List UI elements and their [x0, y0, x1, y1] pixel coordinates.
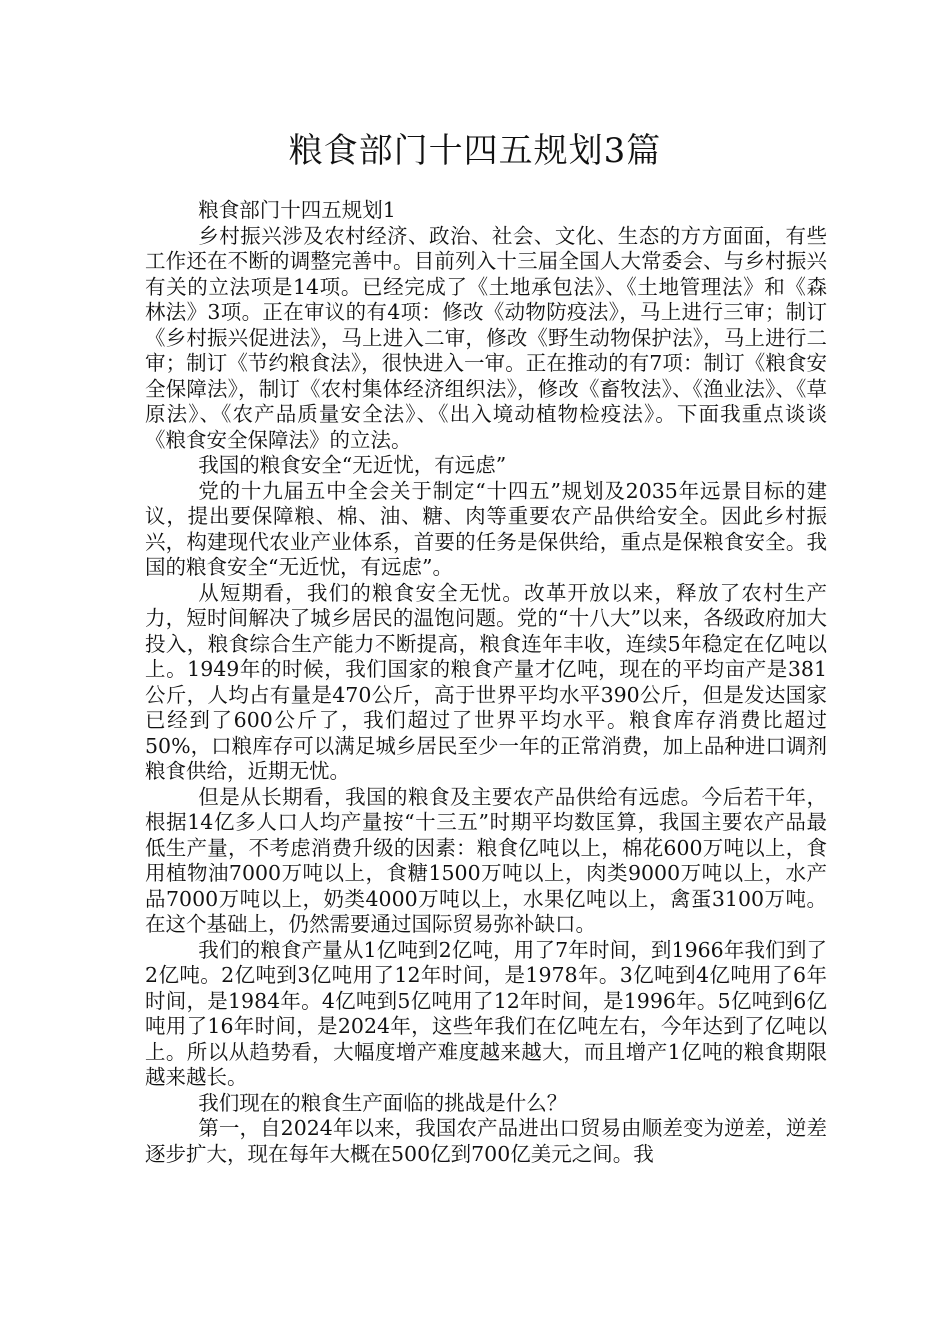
document-body: [145, 198, 827, 1167]
body-paragraph: 但是从长期看，我国的粮食及主要农产品供给有远虑。今后若干年，根据14亿多人口人均产量按“十三五”时期平均数匡算，我国主要农产品最低生产量，不考虑消费升级的因素：粮食亿吨以上，棉花600万吨以上，食用植物油7000万吨以上，食糖1500万吨以上，肉类9000万吨以上，水产品7000万吨以上，奶类4000万吨以上，水果亿吨以上，禽蛋3100万吨。在这个基础上，仍然需要通过国际贸易弥补缺口。: [145, 784, 827, 936]
document-title: 粮食部门十四五规划3篇: [288, 131, 662, 171]
body-paragraph: 我们的粮食产量从1亿吨到2亿吨，用了7年时间，到1966年我们到了2亿吨。2亿吨到3亿吨用了12年时间，是1978年。3亿吨到4亿吨用了6年时间，是1984年。4亿吨到5亿吨用了12年时间，是1996年。5亿吨到6亿吨用了16年时间，是2024年，这些年我们在亿吨左右，今年达到了亿吨以上。所以从趋势看，大幅度增产难度越来越大，而且增产1亿吨的粮食期限越来越长。: [145, 937, 827, 1089]
section-heading: 我们现在的粮食生产面临的挑战是什么？: [198, 1090, 568, 1115]
body-paragraph: 从短期看，我们的粮食安全无忧。改革开放以来，释放了农村生产力，短时间解决了城乡居民的温饱问题。党的“十八大”以来，各级政府加大投入，粮食综合生产能力不断提高，粮食连年丰收，连续5年稳定在亿吨以上。1949年的时候，我们国家的粮食产量才亿吨，现在的平均亩产是381公斤，人均占有量是470公斤，高于世界平均水平390公斤，但是发达国家已经到了600公斤了，我们超过了世界平均水平。粮食库存消费比超过50%，口粮库存可以满足城乡居民至少一年的正常消费，加上品种进口调剂粮食供给，近期无忧。: [145, 580, 827, 783]
section-heading: 粮食部门十四五规划1: [198, 198, 396, 222]
section-heading: 我国的粮食安全“无近忧，有远虑”: [198, 453, 507, 477]
body-paragraph: 第一，自2024年以来，我国农产品进出口贸易由顺差变为逆差，逆差逐步扩大，现在每年大概在500亿到700亿美元之间。我: [145, 1116, 827, 1166]
body-paragraph: 乡村振兴涉及农村经济、政治、社会、文化、生态的方方面面，有些工作还在不断的调整完善中。目前列入十三届全国人大常委会、与乡村振兴有关的立法项是14项。已经完成了《土地承包法》、《土地管理法》和《森林法》3项。正在审议的有4项：修改《动物防疫法》，马上进行三审；制订《乡村振兴促进法》，马上进入二审，修改《野生动物保护法》，马上进行二审；制订《节约粮食法》，很快进入一审。正在推动的有7项：制订《粮食安全保障法》，制订《农村集体经济组织法》，修改《畜牧法》、《渔业法》、《草原法》、《农产品质量安全法》、《出入境动植物检疫法》。下面我重点谈谈《粮食安全保障法》的立法。: [145, 223, 827, 452]
body-paragraph: 党的十九届五中全会关于制定“十四五”规划及2035年远景目标的建议，提出要保障粮、棉、油、糖、肉等重要农产品供给安全。因此乡村振兴，构建现代农业产业体系，首要的任务是保供给，重点是保粮食安全。我国的粮食安全“无近忧，有远虑”。: [145, 478, 827, 579]
